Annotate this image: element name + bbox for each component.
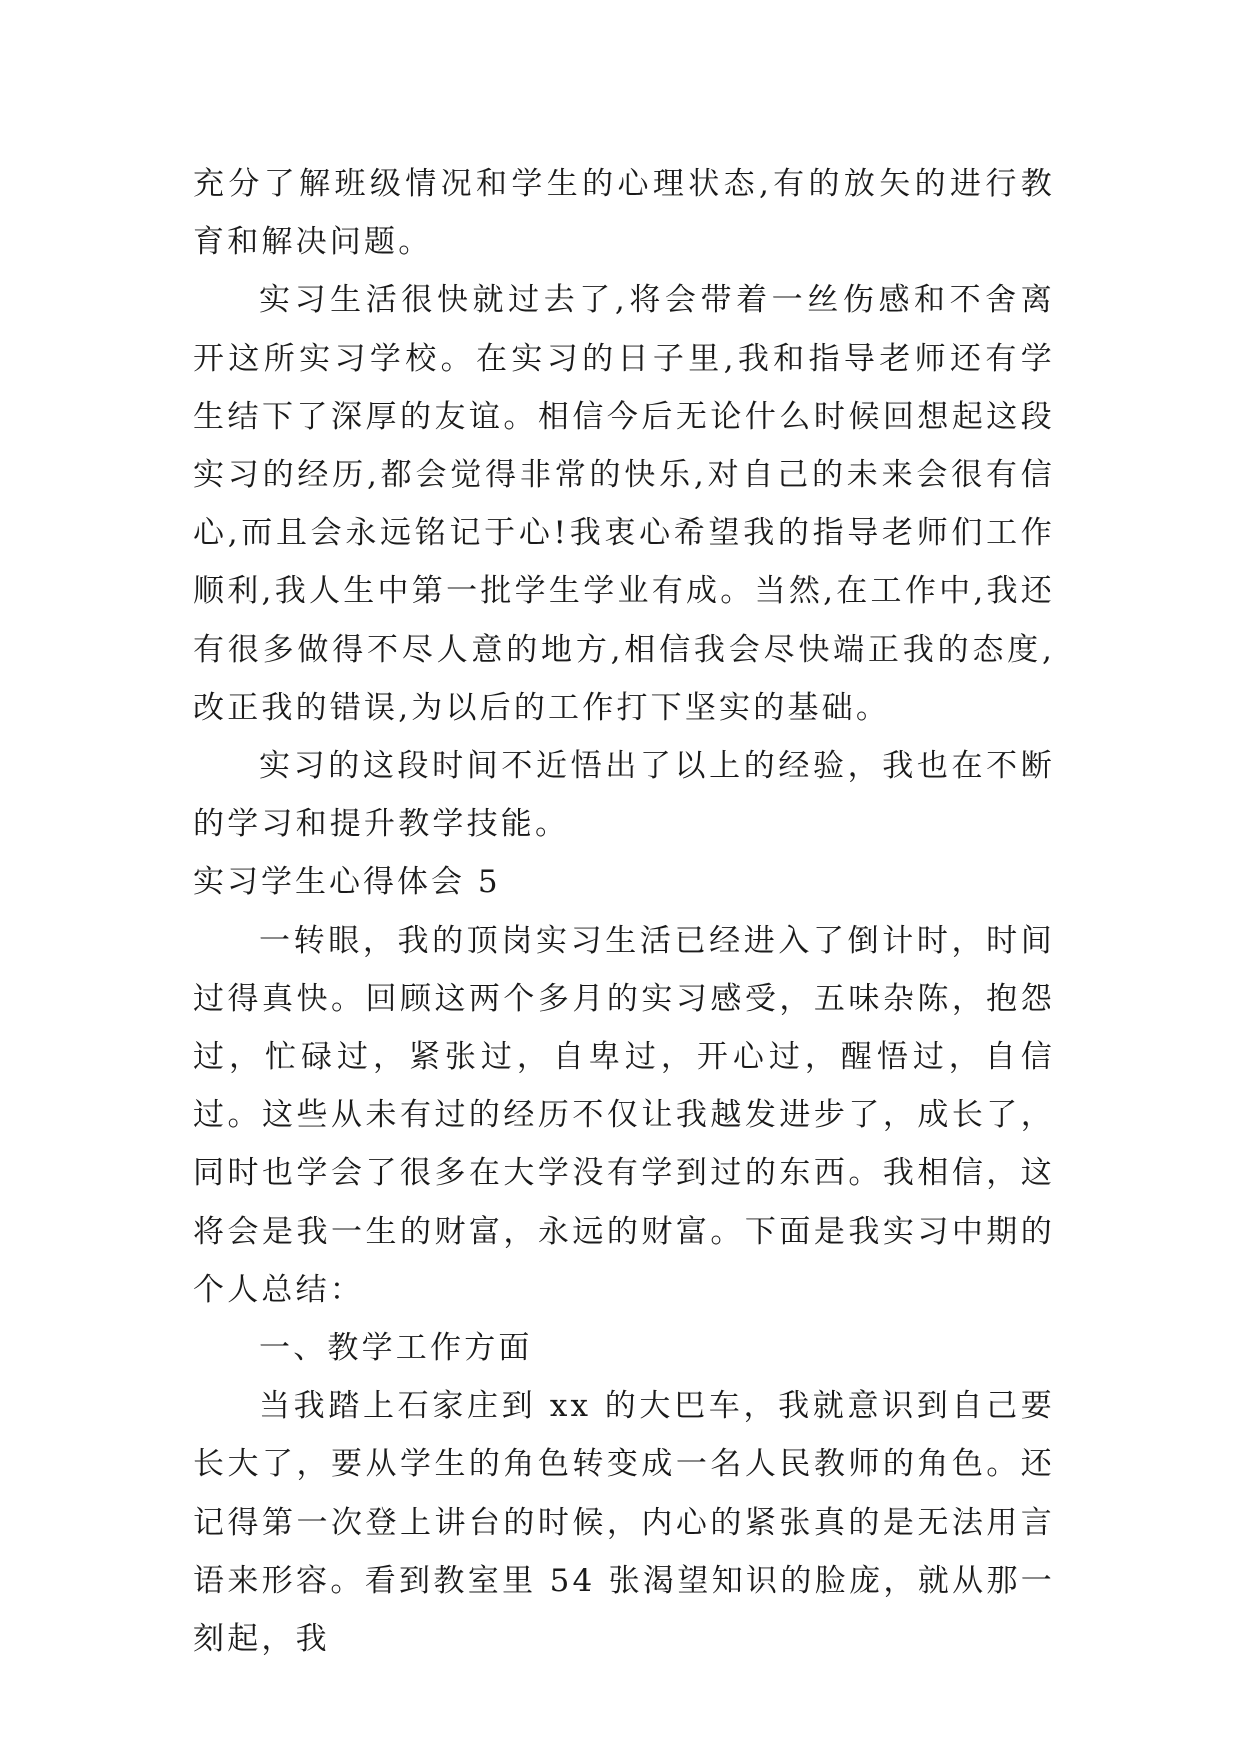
section-heading: 实习学生心得体会 5 — [193, 864, 501, 901]
paragraph-internship-ending: 实习生活很快就过去了,将会带着一丝伤感和不舍离开这所实习学校。在实习的日子里,我和指导老师还有学生结下了深厚的友谊。相信今后无论什么时候回想起这段实习的经历,都会觉得非常的快乐,对自己的未来会很有信心,而且会永远铭记于心!我衷心希望我的指导老师们工作顺利,我人生中第一批学生学业有成。当然,在工作中,我还有很多做得不尽人意的地方,相信我会尽快端正我的态度,改正我的错误,为以后的工作打下坚实的基础。 — [193, 282, 1055, 726]
paragraph-teaching-start: 当我踏上石家庄到 xx 的大巴车，我就意识到自己要长大了，要从学生的角色转变成一名人民教师的角色。还记得第一次登上讲台的时候，内心的紧张真的是无法用言语来形容。看到教室里 54 张渴望知识的脸庞，就从那一刻起，我 — [193, 1388, 1055, 1658]
subheading-teaching-work: 一、教学工作方面 — [259, 1330, 533, 1367]
paragraph-experience-summary: 实习的这段时间不近悟出了以上的经验，我也在不断的学习和提升教学技能。 — [193, 748, 1055, 843]
document-body — [193, 155, 1055, 1668]
paragraph-intro: 一转眼，我的顶岗实习生活已经进入了倒计时，时间过得真快。回顾这两个多月的实习感受，五味杂陈，抱怨过，忙碌过，紧张过，自卑过，开心过，醒悟过，自信过。这些从未有过的经历不仅让我越发进步了，成长了，同时也学会了很多在大学没有学到过的东西。我相信，这将会是我一生的财富，永远的财富。下面是我实习中期的个人总结： — [193, 922, 1055, 1308]
paragraph-continuation: 充分了解班级情况和学生的心理状态,有的放矢的进行教育和解决问题。 — [193, 166, 1055, 261]
